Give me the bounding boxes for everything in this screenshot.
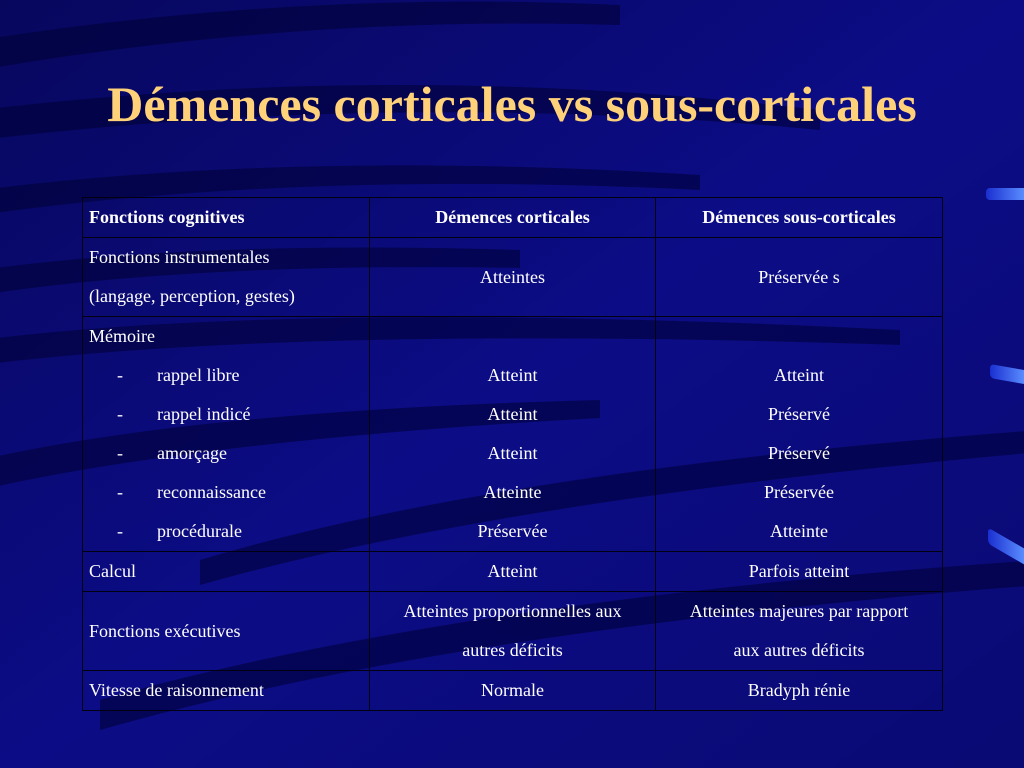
memoire-item-reconnaissance <box>89 473 363 512</box>
dash-marker: - <box>117 482 123 502</box>
instrumentales-sous-corticales: Préservée s <box>656 238 943 317</box>
vitesse-sous-corticales: Bradyph rénie <box>656 671 943 711</box>
executives-sous-corticales <box>656 592 943 671</box>
executives-corticales-line2: autres déficits <box>462 640 563 660</box>
row-label-instrumentales <box>83 238 370 317</box>
executives-corticales <box>370 592 656 671</box>
table-row-calcul <box>83 552 943 592</box>
row-label-calcul: Calcul <box>83 552 370 592</box>
memoire-corticales-value: Atteinte <box>483 482 542 502</box>
memoire-corticales-value: Atteint <box>487 404 538 424</box>
memoire-sous-corticales-spacer <box>662 317 936 356</box>
memoire-sous-corticales-value: Préservé <box>768 404 830 424</box>
table-row-memoire <box>83 317 943 552</box>
memoire-item-label: rappel libre <box>157 365 240 385</box>
row-label-vitesse: Vitesse de raisonnement <box>83 671 370 711</box>
vitesse-corticales: Normale <box>370 671 656 711</box>
slide-title: Démences corticales vs sous-corticales <box>107 76 917 132</box>
instrumentales-label-line1: Fonctions instrumentales <box>89 247 270 267</box>
memoire-corticales <box>370 317 656 552</box>
row-label-memoire <box>83 317 370 552</box>
memoire-sous-corticales-value: Atteinte <box>770 521 828 541</box>
header-demences-sous-corticales: Démences sous-corticales <box>656 198 943 238</box>
table-header-row <box>83 198 943 238</box>
executives-sous-corticales-line2: aux autres déficits <box>733 640 865 660</box>
memoire-item-label: rappel indicé <box>157 404 251 424</box>
dash-marker: - <box>117 365 123 385</box>
dash-marker: - <box>117 521 123 541</box>
row-label-executives: Fonctions exécutives <box>83 592 370 671</box>
memoire-item-label: amorçage <box>157 443 227 463</box>
memoire-sous-corticales-value: Préservé <box>768 443 830 463</box>
memoire-corticales-value: Atteint <box>487 365 538 385</box>
memoire-item-label: reconnaissance <box>157 482 266 502</box>
comparison-table <box>82 197 943 711</box>
table-row-instrumentales <box>83 238 943 317</box>
memoire-item-rappel-libre <box>89 356 363 395</box>
memoire-item-amorcage <box>89 434 363 473</box>
memoire-sous-corticales <box>656 317 943 552</box>
memoire-item-procedurale <box>89 512 363 551</box>
calcul-corticales: Atteint <box>370 552 656 592</box>
memoire-corticales-value: Préservée <box>477 521 548 541</box>
memoire-item-label: procédurale <box>157 521 242 541</box>
memoire-label: Mémoire <box>89 326 155 346</box>
memoire-corticales-value: Atteint <box>487 443 538 463</box>
table-row-executives <box>83 592 943 671</box>
comparison-table-container <box>82 197 942 711</box>
executives-corticales-line1: Atteintes proportionnelles aux <box>403 601 622 621</box>
dash-marker: - <box>117 443 123 463</box>
instrumentales-label-line2: (langage, perception, gestes) <box>89 286 295 306</box>
memoire-sous-corticales-value: Atteint <box>774 365 824 385</box>
table-row-vitesse <box>83 671 943 711</box>
accent-bar-1 <box>986 188 1024 200</box>
memoire-item-rappel-indice <box>89 395 363 434</box>
instrumentales-corticales: Atteintes <box>370 238 656 317</box>
header-fonctions-cognitives: Fonctions cognitives <box>83 198 370 238</box>
calcul-sous-corticales: Parfois atteint <box>656 552 943 592</box>
executives-sous-corticales-line1: Atteintes majeures par rapport <box>689 601 909 621</box>
header-demences-corticales: Démences corticales <box>370 198 656 238</box>
memoire-sous-corticales-value: Préservée <box>764 482 834 502</box>
memoire-corticales-spacer <box>376 317 649 356</box>
dash-marker: - <box>117 404 123 424</box>
